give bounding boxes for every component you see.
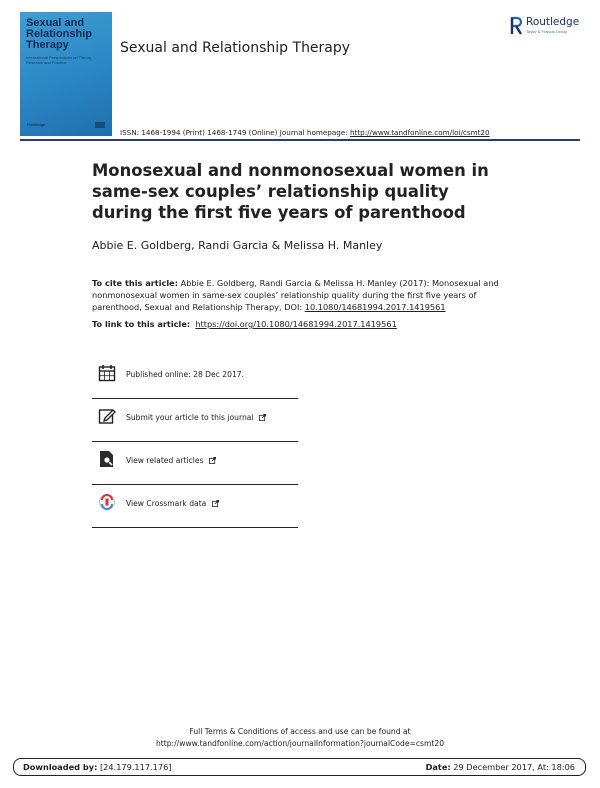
submit-article-label: Submit your article to this journal	[126, 413, 254, 422]
related-articles-row[interactable]	[92, 442, 298, 484]
download-date-value: 29 December 2017, At: 18:06	[453, 762, 575, 772]
terms-notice	[0, 726, 600, 750]
related-articles-label: View related articles	[126, 456, 204, 465]
journal-homepage-link[interactable]: http://www.tandfonline.com/loi/csmt20	[349, 128, 490, 137]
related-articles-link[interactable]	[126, 456, 216, 465]
download-date-label: Date:	[425, 762, 451, 772]
article-info-list	[92, 356, 298, 528]
terms-url[interactable]: http://www.tandfonline.com/action/journalInformation?journalCode=csmt20	[155, 739, 445, 748]
external-link-icon	[259, 414, 266, 421]
cover-publisher-mark: Routledge	[27, 122, 46, 127]
external-link-icon	[212, 500, 219, 507]
crossmark-link[interactable]	[126, 499, 219, 508]
article-doi-url[interactable]: https://doi.org/10.1080/14681994.2017.1419561	[195, 319, 397, 329]
routledge-logo-icon	[509, 16, 523, 36]
downloaded-by-value: [24.179.117.176]	[99, 762, 172, 772]
issn-text: ISSN: 1468-1994 (Print) 1468-1749 (Online) Journal homepage:	[120, 128, 348, 137]
cover-title: Sexual and Relationship Therapy	[26, 17, 93, 51]
crossmark-icon	[98, 493, 116, 511]
calendar-icon	[98, 364, 116, 382]
crossmark-label: View Crossmark data	[126, 499, 207, 508]
download-info-bar	[13, 758, 586, 776]
download-date	[426, 762, 575, 772]
submit-article-link[interactable]	[126, 413, 266, 422]
document-search-icon	[98, 450, 116, 468]
cover-logo	[95, 122, 105, 128]
cover-subtitle: International Perspectives on Theory, Research and Practice	[26, 55, 92, 65]
citation-block	[92, 277, 512, 313]
publisher-logo	[509, 16, 591, 36]
terms-line-1: Full Terms & Conditions of access and use can be found at	[189, 727, 411, 736]
header-divider	[20, 139, 580, 141]
cite-text: Abbie E. Goldberg, Randi Garcia & Melissa H. Manley (2017): Monosexual and nonmonosexual women in same-sex couples’ relationship quality during the first five years of parenthood, Sexual and Relationship Therapy, DOI:	[92, 278, 499, 312]
article-authors: Abbie E. Goldberg, Randi Garcia & Melissa H. Manley	[92, 239, 383, 252]
external-link-icon	[209, 457, 216, 464]
issn-line	[120, 128, 490, 137]
publisher-tagline: Taylor & Francis Group	[526, 29, 567, 34]
published-row	[92, 356, 298, 398]
journal-title: Sexual and Relationship Therapy	[120, 40, 351, 56]
article-link-line	[92, 319, 397, 329]
publisher-name: Routledge	[526, 16, 580, 28]
article-title: Monosexual and nonmonosexual women in same-sex couples’ relationship quality during the first five years of parenthood	[92, 161, 489, 222]
published-date: Published online: 28 Dec 2017.	[126, 370, 245, 379]
downloaded-by	[23, 762, 171, 772]
link-label: To link to this article:	[92, 319, 191, 329]
crossmark-row[interactable]	[92, 485, 298, 527]
cite-label: To cite this article:	[92, 278, 178, 288]
journal-cover-image	[20, 12, 112, 136]
edit-document-icon	[98, 407, 116, 425]
submit-article-row[interactable]	[92, 399, 298, 441]
downloaded-by-label: Downloaded by:	[23, 762, 98, 772]
info-divider	[92, 527, 298, 528]
doi-link[interactable]: 10.1080/14681994.2017.1419561	[304, 302, 446, 312]
